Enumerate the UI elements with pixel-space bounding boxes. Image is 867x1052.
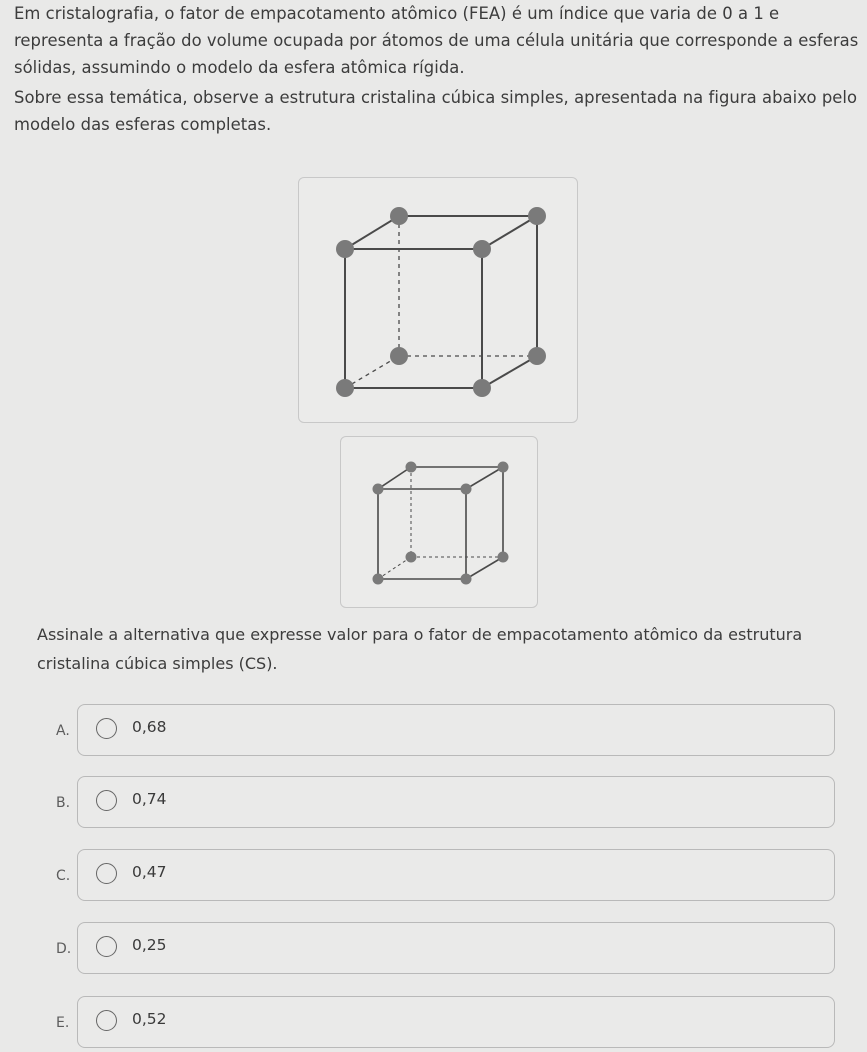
option-value: 0,74	[132, 790, 167, 808]
atom	[498, 462, 509, 473]
radio-button[interactable]	[96, 863, 117, 884]
option-c[interactable]	[0, 849, 867, 905]
atom	[373, 484, 384, 495]
option-card[interactable]	[77, 849, 835, 901]
atom	[373, 574, 384, 585]
atom	[390, 207, 408, 225]
option-value: 0,47	[132, 863, 167, 881]
atom	[473, 240, 491, 258]
option-letter: D.	[56, 941, 72, 957]
option-value: 0,68	[132, 718, 167, 736]
question-text	[14, 0, 864, 138]
atom	[528, 207, 546, 225]
prompt-text: Assinale a alternativa que expresse valor para o fator de empacotamento atômico da estrutura cristalina cúbica simples (CS).	[37, 625, 803, 673]
atom	[461, 484, 472, 495]
option-letter: E.	[56, 1015, 70, 1031]
option-letter: A.	[56, 723, 70, 739]
atom	[473, 379, 491, 397]
option-card[interactable]	[77, 922, 835, 974]
option-a[interactable]	[0, 704, 867, 760]
atom	[336, 379, 354, 397]
atom	[390, 347, 408, 365]
radio-button[interactable]	[96, 790, 117, 811]
option-card[interactable]	[77, 996, 835, 1048]
option-e[interactable]	[0, 996, 867, 1052]
atom	[498, 552, 509, 563]
option-card[interactable]	[77, 704, 835, 756]
radio-button[interactable]	[96, 936, 117, 957]
option-card[interactable]	[77, 776, 835, 828]
question-prompt	[37, 620, 857, 678]
option-value: 0,52	[132, 1010, 167, 1028]
option-value: 0,25	[132, 936, 167, 954]
cubic-structure-figure-large	[298, 177, 578, 423]
question-paragraph-2: Sobre essa temática, observe a estrutura cristalina cúbica simples, apresentada na figura abaixo pelo modelo das esferas completas.	[14, 88, 858, 134]
atom	[406, 462, 417, 473]
atom	[528, 347, 546, 365]
cubic-structure-figure-small	[340, 436, 538, 608]
option-b[interactable]	[0, 776, 867, 832]
option-letter: B.	[56, 795, 71, 811]
option-d[interactable]	[0, 922, 867, 978]
radio-button[interactable]	[96, 1010, 117, 1031]
option-letter: C.	[56, 868, 71, 884]
atom	[406, 552, 417, 563]
atom	[336, 240, 354, 258]
simple-cubic-diagram-small	[341, 437, 537, 607]
question-paragraph-1: Em cristalografia, o fator de empacotamento atômico (FEA) é um índice que varia de 0 a 1 e representa a fração do volume ocupada por átomos de uma célula unitária que corresponde a esferas sólidas, assumindo o modelo da esfera atômica rígida.	[14, 4, 859, 77]
atom	[461, 574, 472, 585]
simple-cubic-diagram-large	[299, 178, 577, 422]
radio-button[interactable]	[96, 718, 117, 739]
